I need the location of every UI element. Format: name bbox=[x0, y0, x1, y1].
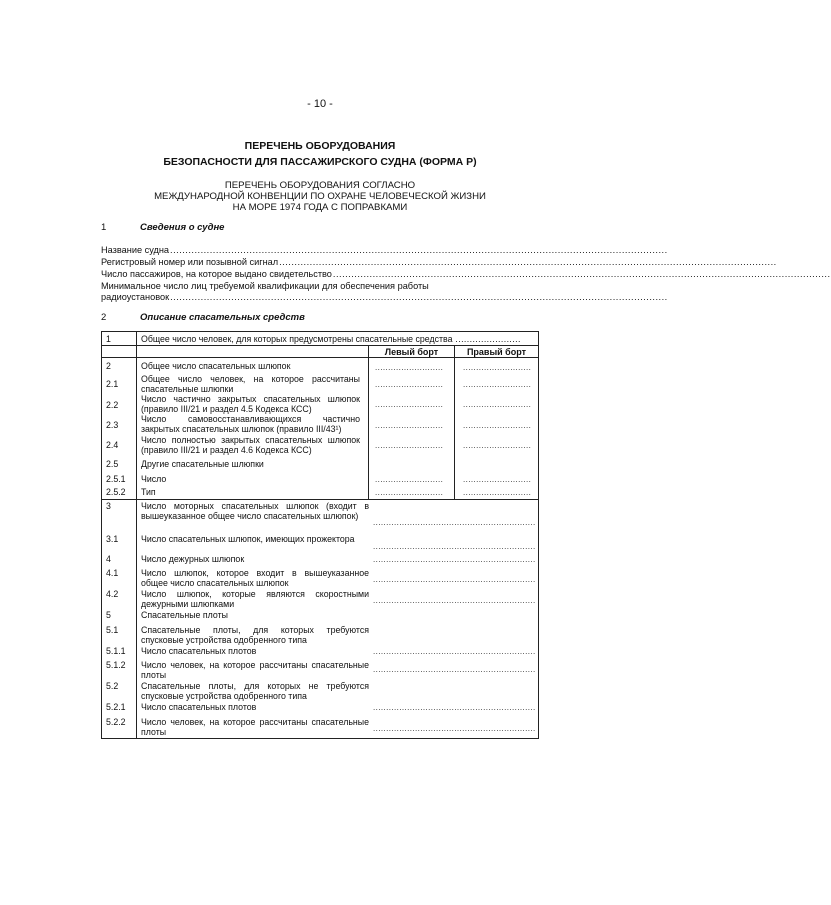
section1-number: 1 bbox=[101, 222, 107, 233]
row-number: 2.5.1 bbox=[106, 474, 126, 484]
field-label: Число пассажиров, на которое выдано свидетельство bbox=[101, 269, 332, 279]
port-value-field[interactable]: .......................... bbox=[375, 488, 444, 497]
row-total-persons[interactable] bbox=[141, 334, 533, 344]
row-number: 4.2 bbox=[106, 589, 119, 599]
field-label: радиоустановок bbox=[101, 292, 170, 302]
row-text: Спасательные плоты, для которых требуются спусковые устройства одобренного типа bbox=[141, 625, 369, 645]
starboard-value-field[interactable]: .......................... bbox=[463, 488, 532, 497]
row-number: 5.2 bbox=[106, 681, 119, 691]
col-header-starboard: Правый борт bbox=[466, 347, 527, 357]
row-text: Число шлюпок, которые являются скоростными дежурными шлюпками bbox=[141, 589, 369, 609]
row-number: 2.3 bbox=[106, 420, 119, 430]
row-number: 5.1 bbox=[106, 625, 119, 635]
subtitle-line2: МЕЖДУНАРОДНОЙ КОНВЕНЦИИ ПО ОХРАНЕ ЧЕЛОВЕЧЕСКОЙ ЖИЗНИ bbox=[154, 191, 486, 202]
field-passenger-count[interactable] bbox=[101, 268, 831, 280]
row-text: Число дежурных шлюпок bbox=[141, 554, 245, 564]
row-text: Спасательные плоты, для которых не требуются спусковые устройства одобренного типа bbox=[141, 681, 369, 701]
value-field[interactable]: .............................................................. bbox=[373, 542, 536, 551]
field-label: Регистровый номер или позывной сигнал bbox=[101, 257, 279, 267]
row-text: Число спасательных плотов bbox=[141, 646, 257, 656]
port-value-field[interactable]: .......................... bbox=[375, 421, 444, 430]
row-number: 5.1.2 bbox=[106, 660, 126, 670]
row-divider bbox=[102, 357, 538, 358]
field-label: Название судна bbox=[101, 245, 170, 255]
section1-title: Сведения о судне bbox=[140, 222, 225, 233]
col-divider bbox=[454, 345, 455, 499]
row-divider bbox=[102, 345, 538, 346]
port-value-field[interactable]: .......................... bbox=[375, 400, 444, 409]
col-header-port: Левый борт bbox=[384, 347, 439, 357]
equipment-table bbox=[101, 331, 539, 739]
row-text: Число человек, на которое рассчитаны спасательные плоты bbox=[141, 717, 369, 737]
row-text: Общее число человек, для которых предусмотрены спасательные средства bbox=[141, 334, 453, 344]
subtitle-line1: ПЕРЕЧЕНЬ ОБОРУДОВАНИЯ СОГЛАСНО bbox=[224, 180, 416, 191]
starboard-value-field[interactable]: .......................... bbox=[463, 421, 532, 430]
row-number: 5.2.2 bbox=[106, 717, 126, 727]
value-field[interactable]: .............................................................. bbox=[373, 665, 536, 674]
fill-dots: ................................................................................................................................................................... bbox=[170, 245, 668, 255]
field-registry-number[interactable] bbox=[101, 256, 777, 268]
row-number: 1 bbox=[106, 334, 111, 344]
field-ship-name[interactable] bbox=[101, 244, 668, 256]
row-number: 4 bbox=[106, 554, 111, 564]
starboard-value-field[interactable]: .......................... bbox=[463, 475, 532, 484]
row-text: Число спасательных шлюпок, имеющих прожектора bbox=[141, 534, 355, 544]
row-text: Число bbox=[141, 474, 167, 484]
port-value-field[interactable]: .......................... bbox=[375, 380, 444, 389]
field-radio-installations[interactable] bbox=[101, 291, 668, 303]
row-number: 3.1 bbox=[106, 534, 119, 544]
field-label: Минимальное число лиц требуемой квалификации для обеспечения работы bbox=[101, 281, 429, 291]
row-number: 2 bbox=[106, 361, 111, 371]
row-number: 3 bbox=[106, 501, 111, 511]
form-title-line2: БЕЗОПАСНОСТИ ДЛЯ ПАССАЖИРСКОГО СУДНА (ФОРМА Р) bbox=[163, 156, 477, 168]
page-number: - 10 - bbox=[307, 98, 333, 110]
starboard-value-field[interactable]: .......................... bbox=[463, 380, 532, 389]
section2-title: Описание спасательных средств bbox=[140, 312, 305, 323]
row-text: Число шлюпок, которое входит в вышеуказанное общее число спасательных шлюпок bbox=[141, 568, 369, 588]
row-number: 4.1 bbox=[106, 568, 119, 578]
section2-number: 2 bbox=[101, 312, 107, 323]
port-value-field[interactable]: .......................... bbox=[375, 441, 444, 450]
starboard-value-field[interactable]: .......................... bbox=[463, 400, 532, 409]
value-field[interactable]: .............................................................. bbox=[373, 575, 536, 584]
value-field[interactable]: .............................................................. bbox=[373, 555, 536, 564]
value-field[interactable]: .............................................................. bbox=[373, 596, 536, 605]
value-field[interactable]: .............................................................. bbox=[373, 703, 536, 712]
row-text: Число моторных спасательных шлюпок (входит в вышеуказанное общее число спасательных шлюпок) bbox=[141, 501, 369, 521]
fill-dots: ................................................................................................................................................................... bbox=[332, 269, 831, 279]
fill-dots: ................................................................................................................................................................... bbox=[279, 257, 777, 267]
row-text: Другие спасательные шлюпки bbox=[141, 459, 264, 469]
col-divider bbox=[368, 345, 369, 499]
row-number: 2.1 bbox=[106, 379, 119, 389]
fill-dots: ................................................................................................................................................................... bbox=[170, 292, 668, 302]
form-title-line1: ПЕРЕЧЕНЬ ОБОРУДОВАНИЯ bbox=[244, 140, 396, 152]
row-text: Общее число человек, на которое рассчитаны спасательные шлюпки bbox=[141, 374, 360, 394]
row-text: Число человек, на которое рассчитаны спасательные плоты bbox=[141, 660, 369, 680]
row-number: 5.1.1 bbox=[106, 646, 126, 656]
starboard-value-field[interactable]: .......................... bbox=[463, 441, 532, 450]
row-text: Спасательные плоты bbox=[141, 610, 228, 620]
row-divider bbox=[102, 499, 538, 500]
fill-dots: ....................... bbox=[452, 334, 521, 344]
port-value-field[interactable]: .......................... bbox=[375, 475, 444, 484]
row-number: 2.2 bbox=[106, 400, 119, 410]
row-text: Общее число спасательных шлюпок bbox=[141, 361, 291, 371]
row-text: Тип bbox=[141, 487, 156, 497]
row-number: 5.2.1 bbox=[106, 702, 126, 712]
subtitle-line3: НА МОРЕ 1974 ГОДА С ПОПРАВКАМИ bbox=[232, 202, 408, 213]
starboard-value-field[interactable]: .......................... bbox=[463, 363, 532, 372]
row-text: Число спасательных плотов bbox=[141, 702, 257, 712]
row-text: Число самовосстанавливающихся частично закрытых спасательных шлюпок (правило III/43¹) bbox=[141, 414, 360, 434]
port-value-field[interactable]: .......................... bbox=[375, 363, 444, 372]
col-divider bbox=[136, 332, 137, 738]
row-number: 2.5 bbox=[106, 459, 119, 469]
row-number: 2.4 bbox=[106, 440, 119, 450]
value-field[interactable]: .............................................................. bbox=[373, 724, 536, 733]
row-text: Число частично закрытых спасательных шлюпок (правило III/21 и раздел 4.5 Кодекса КСС) bbox=[141, 394, 360, 414]
row-text: Число полностью закрытых спасательных шлюпок (правило III/21 и раздел 4.6 Кодекса КСС) bbox=[141, 435, 360, 455]
value-field[interactable]: .............................................................. bbox=[373, 647, 536, 656]
row-number: 5 bbox=[106, 610, 111, 620]
value-field[interactable]: .............................................................. bbox=[373, 518, 536, 527]
row-number: 2.5.2 bbox=[106, 487, 126, 497]
